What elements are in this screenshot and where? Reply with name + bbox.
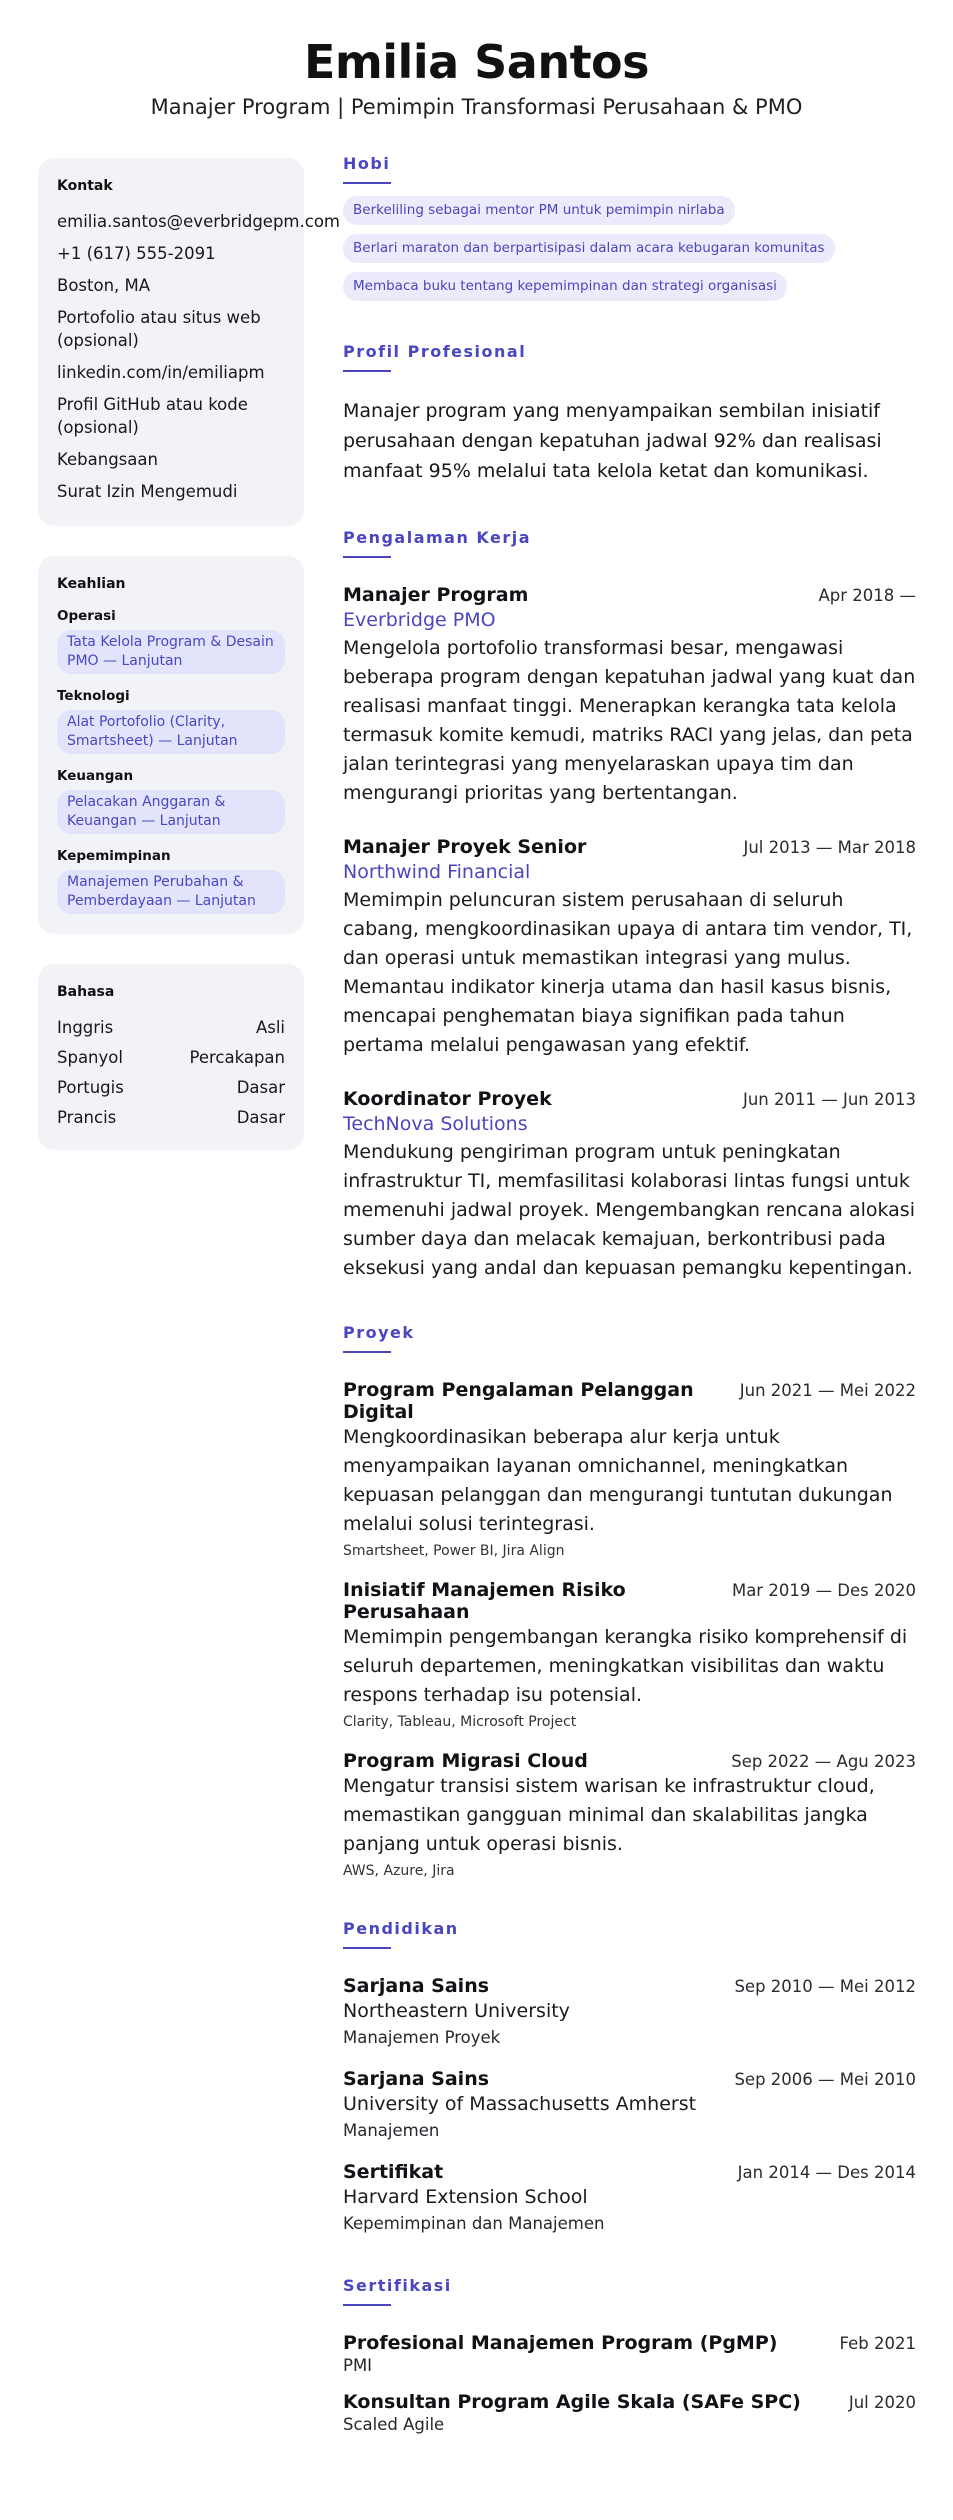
hobby-pill: Berlari maraton dan berpartisipasi dalam acara kebugaran komunitas (343, 234, 835, 263)
project-entry (343, 1579, 916, 1730)
project-name: Program Migrasi Cloud (343, 1750, 588, 1772)
project-date: Sep 2022 — Agu 2023 (731, 1752, 916, 1771)
language-level: Asli (255, 1018, 285, 1037)
skill-label: Keuangan (57, 768, 134, 784)
job-role: Manajer Program (343, 584, 529, 606)
profile-text: Manajer program yang menyampaikan sembilan inisiatif perusahaan dengan kepatuhan jadwal 92% dan realisasi manfaat 95% melalui tata kelola ketat dan komunikasi. (343, 400, 882, 482)
project-entry (343, 1379, 916, 1559)
section-divider (343, 556, 391, 558)
language-row (57, 1046, 285, 1069)
project-description: Mengatur transisi sistem warisan ke infrastruktur cloud, memastikan gangguan minimal dan skalabilitas jangka panjang untuk operasi bisnis. (343, 1775, 875, 1855)
skill-group (57, 688, 285, 754)
hobbies-title: Hobi (343, 154, 391, 173)
project-description: Memimpin pengembangan kerangka risiko komprehensif di seluruh departemen, meningkatkan visibilitas dan waktu respons terhadap isu potensial. (343, 1626, 908, 1706)
skills-card (38, 556, 304, 934)
contact-github[interactable]: Profil GitHub atau kode (opsional) (57, 395, 248, 437)
languages-title: Bahasa (57, 984, 115, 1000)
skill-label: Kepemimpinan (57, 848, 171, 864)
contact-location: Boston, MA (57, 276, 151, 295)
certification-date: Feb 2021 (839, 2334, 916, 2353)
certification-name: Profesional Manajemen Program (PgMP) (343, 2332, 778, 2354)
certifications-section (343, 2276, 916, 2436)
certification-name: Konsultan Program Agile Skala (SAFe SPC) (343, 2391, 801, 2413)
job-role: Koordinator Proyek (343, 1088, 552, 1110)
job-description: Mengelola portofolio transformasi besar, mengawasi beberapa program dengan kepatuhan jadwal yang kuat dan realisasi manfaat tinggi. Menerapkan kerangka tata kelola termasuk komite kemudi, matriks RACI yang jelas, dan peta jalan terintegrasi yang menyelaraskan upaya tim dan mengurangi prioritas yang bertentangan. (343, 637, 916, 804)
project-tech: Smartsheet, Power BI, Jira Align (343, 1543, 565, 1559)
project-name: Inisiatif Manajemen Risiko Perusahaan (343, 1579, 626, 1623)
institution: Harvard Extension School (343, 2186, 588, 2208)
contact-driving-license: Surat Izin Mengemudi (57, 482, 238, 501)
study-field: Kepemimpinan dan Manajemen (343, 2214, 605, 2233)
degree: Sertifikat (343, 2161, 444, 2183)
resume-header (0, 0, 953, 122)
skill-group (57, 608, 285, 674)
skills-title: Keahlian (57, 576, 126, 592)
language-row (57, 1076, 285, 1099)
experience-entry (343, 1088, 916, 1283)
candidate-name: Emilia Santos (303, 35, 650, 89)
contact-card (38, 158, 340, 526)
education-date: Sep 2006 — Mei 2010 (734, 2070, 916, 2089)
education-entry (343, 1975, 916, 2050)
contact-nationality: Kebangsaan (57, 450, 158, 469)
certifications-title: Sertifikasi (343, 2276, 452, 2295)
certification-entry (343, 2391, 916, 2436)
contact-title: Kontak (57, 178, 113, 194)
study-field: Manajemen (343, 2121, 440, 2140)
contact-email[interactable]: emilia.santos@everbridgepm.com (57, 212, 340, 231)
experience-entry (343, 584, 916, 808)
certification-date: Jul 2020 (848, 2393, 916, 2412)
project-tech: Clarity, Tableau, Microsoft Project (343, 1714, 577, 1730)
language-level: Dasar (236, 1078, 285, 1097)
skill-label: Operasi (57, 608, 116, 624)
language-name: Prancis (57, 1108, 117, 1127)
section-divider (343, 1947, 391, 1949)
main-content (343, 154, 916, 2436)
sidebar (38, 158, 340, 1180)
candidate-headline: Manajer Program | Pemimpin Transformasi Perusahaan & PMO (150, 95, 803, 119)
profile-title: Profil Profesional (343, 342, 527, 361)
experience-section (343, 528, 916, 1283)
skill-pill: Tata Kelola Program & Desain PMO — Lanjutan (57, 630, 285, 674)
skill-group (57, 848, 285, 914)
project-date: Mar 2019 — Des 2020 (731, 1581, 916, 1600)
education-entry (343, 2068, 916, 2143)
job-description: Memimpin peluncuran sistem perusahaan di seluruh cabang, mengkoordinasikan upaya di antara tim vendor, TI, dan operasi untuk memastikan integrasi yang mulus. Memantau indikator kinerja utama dan hasil kasus bisnis, mencapai penghematan biaya signifikan pada tahun pertama melalui pengawasan yang efektif. (343, 889, 913, 1056)
certification-entry (343, 2332, 916, 2377)
language-name: Inggris (57, 1018, 114, 1037)
contact-linkedin[interactable]: linkedin.com/in/emiliapm (57, 363, 265, 382)
job-role: Manajer Proyek Senior (343, 836, 587, 858)
language-row (57, 1016, 285, 1039)
profile-section (343, 342, 916, 486)
project-entry (343, 1750, 916, 1879)
education-entry (343, 2161, 916, 2236)
skill-pill: Pelacakan Anggaran & Keuangan — Lanjutan (57, 790, 285, 834)
contact-portfolio[interactable]: Portofolio atau situs web (opsional) (57, 308, 261, 350)
skill-label: Teknologi (57, 688, 130, 704)
hobby-list (343, 196, 916, 310)
project-tech: AWS, Azure, Jira (343, 1863, 455, 1879)
education-title: Pendidikan (343, 1919, 459, 1938)
project-date: Jun 2021 — Mei 2022 (739, 1381, 916, 1400)
education-section (343, 1919, 916, 2236)
experience-title: Pengalaman Kerja (343, 528, 532, 547)
job-date: Jul 2013 — Mar 2018 (743, 838, 916, 857)
job-date: Apr 2018 — (818, 586, 916, 605)
section-divider (343, 1351, 391, 1353)
section-divider (343, 370, 391, 372)
study-field: Manajemen Proyek (343, 2028, 501, 2047)
language-level: Dasar (236, 1108, 285, 1127)
degree: Sarjana Sains (343, 1975, 490, 1997)
projects-section (343, 1323, 916, 1879)
contact-phone[interactable]: +1 (617) 555-2091 (57, 244, 216, 263)
education-date: Jan 2014 — Des 2014 (737, 2163, 916, 2182)
project-name: Program Pengalaman Pelanggan Digital (343, 1379, 694, 1423)
section-divider (343, 182, 391, 184)
degree: Sarjana Sains (343, 2068, 490, 2090)
project-description: Mengkoordinasikan beberapa alur kerja untuk menyampaikan layanan omnichannel, meningkatkan kepuasan pelanggan dan mengurangi tuntutan dukungan melalui solusi terintegrasi. (343, 1426, 893, 1535)
education-date: Sep 2010 — Mei 2012 (734, 1977, 916, 1996)
job-description: Mendukung pengiriman program untuk peningkatan infrastruktur TI, memfasilitasi kolaborasi lintas fungsi untuk memenuhi jadwal proyek. Mengembangkan rencana alokasi sumber daya dan melacak kemajuan, berkontribusi pada eksekusi yang andal dan kepuasan pemangku kepentingan. (343, 1141, 915, 1279)
skill-pill: Manajemen Perubahan & Pemberdayaan — Lanjutan (57, 870, 285, 914)
language-name: Spanyol (57, 1048, 123, 1067)
job-date: Jun 2011 — Jun 2013 (742, 1090, 916, 1109)
section-divider (343, 2304, 391, 2306)
certification-issuer: Scaled Agile (343, 2415, 445, 2434)
hobby-pill: Membaca buku tentang kepemimpinan dan strategi organisasi (343, 272, 787, 301)
skill-pill: Alat Portofolio (Clarity, Smartsheet) — Lanjutan (57, 710, 285, 754)
job-company: TechNova Solutions (343, 1113, 528, 1135)
institution: Northeastern University (343, 2000, 570, 2022)
language-name: Portugis (57, 1078, 124, 1097)
hobby-pill: Berkeliling sebagai mentor PM untuk pemimpin nirlaba (343, 196, 735, 225)
experience-entry (343, 836, 916, 1060)
languages-card (38, 964, 304, 1150)
hobbies-section (343, 154, 916, 310)
job-company: Everbridge PMO (343, 609, 496, 631)
language-level: Percakapan (189, 1048, 285, 1067)
job-company: Northwind Financial (343, 861, 531, 883)
institution: University of Massachusetts Amherst (343, 2093, 697, 2115)
language-row (57, 1106, 285, 1129)
certification-issuer: PMI (343, 2356, 373, 2375)
skill-group (57, 768, 285, 834)
projects-title: Proyek (343, 1323, 415, 1342)
